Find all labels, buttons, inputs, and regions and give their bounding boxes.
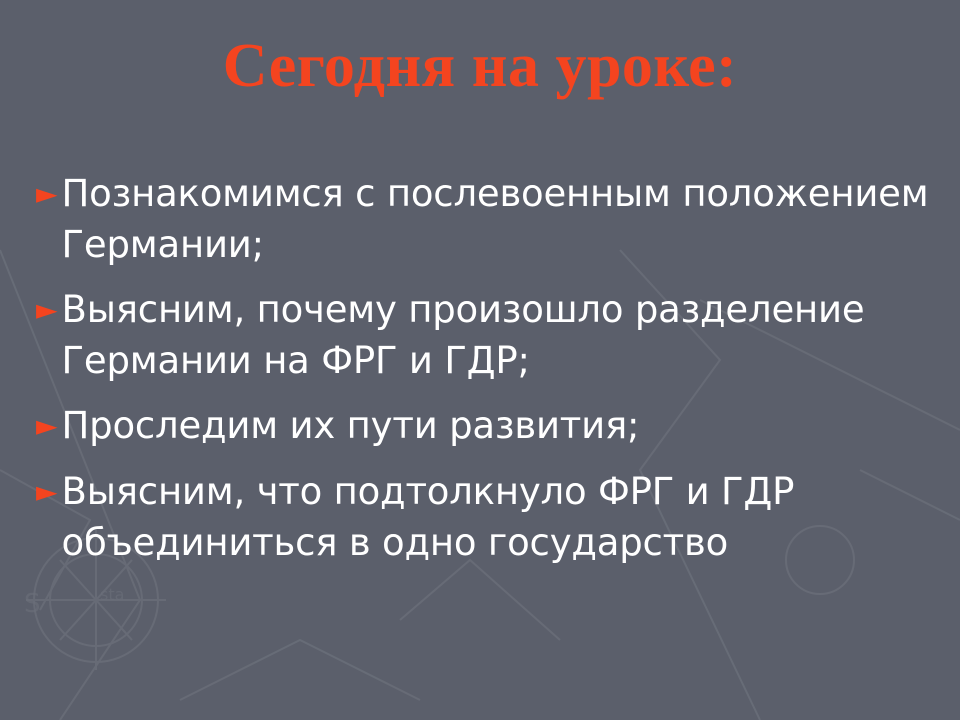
bullet-arrow-icon: ►: [36, 293, 58, 326]
list-item-text: Познакомимся с послевоенным положением Германии;: [61, 172, 929, 266]
list-item-text: Выясним, почему произошло разделение Германии на ФРГ и ГДР;: [61, 288, 865, 382]
bullet-arrow-icon: ►: [36, 409, 58, 442]
bullet-arrow-icon: ►: [36, 475, 58, 508]
slide-title: Сегодня на уроке:: [222, 32, 738, 100]
svg-text:sta: sta: [100, 585, 125, 604]
list-item: [30, 466, 930, 568]
bullet-arrow-icon: ►: [36, 177, 58, 210]
list-item-text: Выясним, что подтолкнуло ФРГ и ГДР объединиться в одно государство: [61, 470, 795, 564]
svg-text:S: S: [24, 589, 41, 619]
slide-bullet-list: [30, 168, 930, 582]
list-item: [30, 168, 930, 270]
list-item: [30, 400, 930, 452]
list-item-text: Проследим их пути развития;: [61, 404, 640, 447]
list-item: [30, 284, 930, 386]
